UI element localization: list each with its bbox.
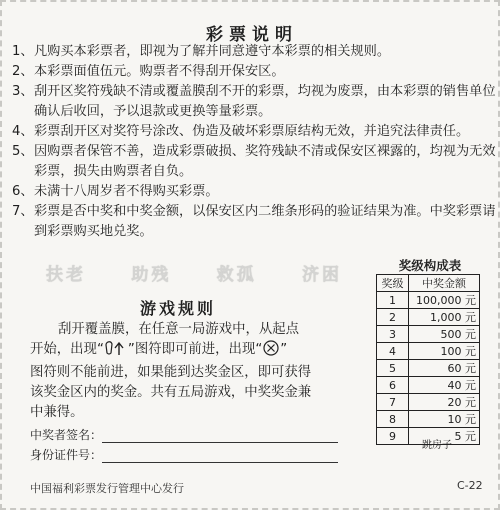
game-rule-line: 中兼得。 <box>30 405 84 420</box>
prize-level: 7 <box>377 394 409 411</box>
footprint-icon <box>104 340 128 363</box>
prize-level: 6 <box>377 377 409 394</box>
prize-row <box>377 326 480 343</box>
prize-row <box>377 394 480 411</box>
slogan-text: 救孤 <box>216 265 257 285</box>
game-rule-line: 刮开覆盖膜，在任意一局游戏中，从起点 <box>58 322 300 337</box>
prize-amount: 10 元 <box>409 411 480 428</box>
game-rule-segment: ”图符即可前进，出现“ <box>127 342 263 357</box>
prize-amount: 5 元 <box>409 428 480 445</box>
prize-level-header: 奖级 <box>377 275 409 292</box>
page-title: 彩票说明 <box>206 25 298 45</box>
prize-level: 8 <box>377 411 409 428</box>
rule-item <box>12 122 496 142</box>
prize-row <box>377 309 480 326</box>
rule-item <box>12 142 496 182</box>
prize-table-caption: 跳房子 <box>422 440 452 451</box>
game-rules-title: 游戏规则 <box>140 299 217 318</box>
rule-item <box>12 202 496 242</box>
rule-text: 未满十八周岁者不得购买彩票。 <box>34 184 219 199</box>
prize-level: 3 <box>377 326 409 343</box>
prize-row <box>377 377 480 394</box>
prize-amount: 60 元 <box>409 360 480 377</box>
rule-number: 1、 <box>12 44 34 59</box>
rule-number: 5、 <box>12 144 34 159</box>
game-rule-segment: ” <box>280 342 288 357</box>
slogan-text: 济困 <box>301 265 342 285</box>
prize-amount-header: 中奖金额 <box>409 275 480 292</box>
prize-level: 1 <box>377 292 409 309</box>
rule-number: 4、 <box>12 124 34 139</box>
prize-amount: 40 元 <box>409 377 480 394</box>
winner-signature-field[interactable] <box>30 426 338 443</box>
prize-level: 4 <box>377 343 409 360</box>
id-number-line[interactable] <box>102 449 338 463</box>
prize-table-title: 奖级构成表 <box>398 258 462 273</box>
game-rule-line: 该奖金区内的奖金。共有五局游戏，中奖奖金兼 <box>30 385 312 400</box>
rule-item <box>12 182 496 202</box>
prize-row <box>377 343 480 360</box>
rule-text: 刮开区奖符残缺不清或覆盖膜刮不开的彩票，均视为废票，由本彩票的销售单位确认后收回，予以退款或更换等量彩票。 <box>34 84 496 119</box>
id-number-label: 身份证件号： <box>30 448 103 462</box>
game-rule-line <box>30 340 368 363</box>
prize-amount: 500 元 <box>409 326 480 343</box>
prize-table-header-row <box>377 275 480 292</box>
prize-row <box>377 360 480 377</box>
slogan-text: 扶老 <box>46 265 86 285</box>
prize-row <box>377 411 480 428</box>
game-rule-segment: 开始，出现“ <box>30 342 104 357</box>
prize-amount: 1,000 元 <box>409 309 480 326</box>
prize-row <box>377 292 480 309</box>
ticket-code: C-22 <box>457 479 483 492</box>
rule-number: 7、 <box>12 204 34 219</box>
id-number-field[interactable] <box>30 446 338 463</box>
prize-table <box>376 274 480 445</box>
prize-amount: 100 元 <box>409 343 480 360</box>
rules-list <box>12 42 496 242</box>
rule-number: 2、 <box>12 64 34 79</box>
game-rules-text <box>30 320 368 423</box>
rule-text: 本彩票面值伍元。购票者不得刮开保安区。 <box>34 64 285 79</box>
rule-item <box>12 82 496 122</box>
prize-level: 5 <box>377 360 409 377</box>
rule-number: 6、 <box>12 184 34 199</box>
slogan-text: 助残 <box>131 265 172 285</box>
slogan-row <box>46 260 342 285</box>
prize-level: 9 <box>377 428 409 445</box>
prize-amount: 100,000 元 <box>409 292 480 309</box>
winner-signature-line[interactable] <box>102 429 338 443</box>
rule-text: 彩票刮开区对奖符号涂改、伪造及破坏彩票原结构无效，并追究法律责任。 <box>34 124 470 139</box>
prize-amount: 20 元 <box>409 394 480 411</box>
rule-number: 3、 <box>12 84 34 99</box>
rule-item <box>12 42 496 62</box>
game-rule-line: 图符则不能前进，如果能到达奖金区，即可获得 <box>30 365 312 380</box>
winner-signature-label: 中奖者签名： <box>30 428 103 442</box>
rule-text: 因购票者保管不善，造成彩票破损、奖符残缺不清或保安区裸露的，均视为无效彩票，损失由购票者自负。 <box>34 144 496 179</box>
circled-x-icon <box>262 340 280 363</box>
issuer-text: 中国福利彩票发行管理中心发行 <box>30 482 184 495</box>
rule-text: 凡购买本彩票者，即视为了解并同意遵守本彩票的相关规则。 <box>34 44 391 59</box>
prize-level: 2 <box>377 309 409 326</box>
rule-text: 彩票是否中奖和中奖金额，以保安区内二维条形码的验证结果为准。中奖彩票请到彩票购买地兑奖。 <box>34 204 496 239</box>
rule-item <box>12 62 496 82</box>
